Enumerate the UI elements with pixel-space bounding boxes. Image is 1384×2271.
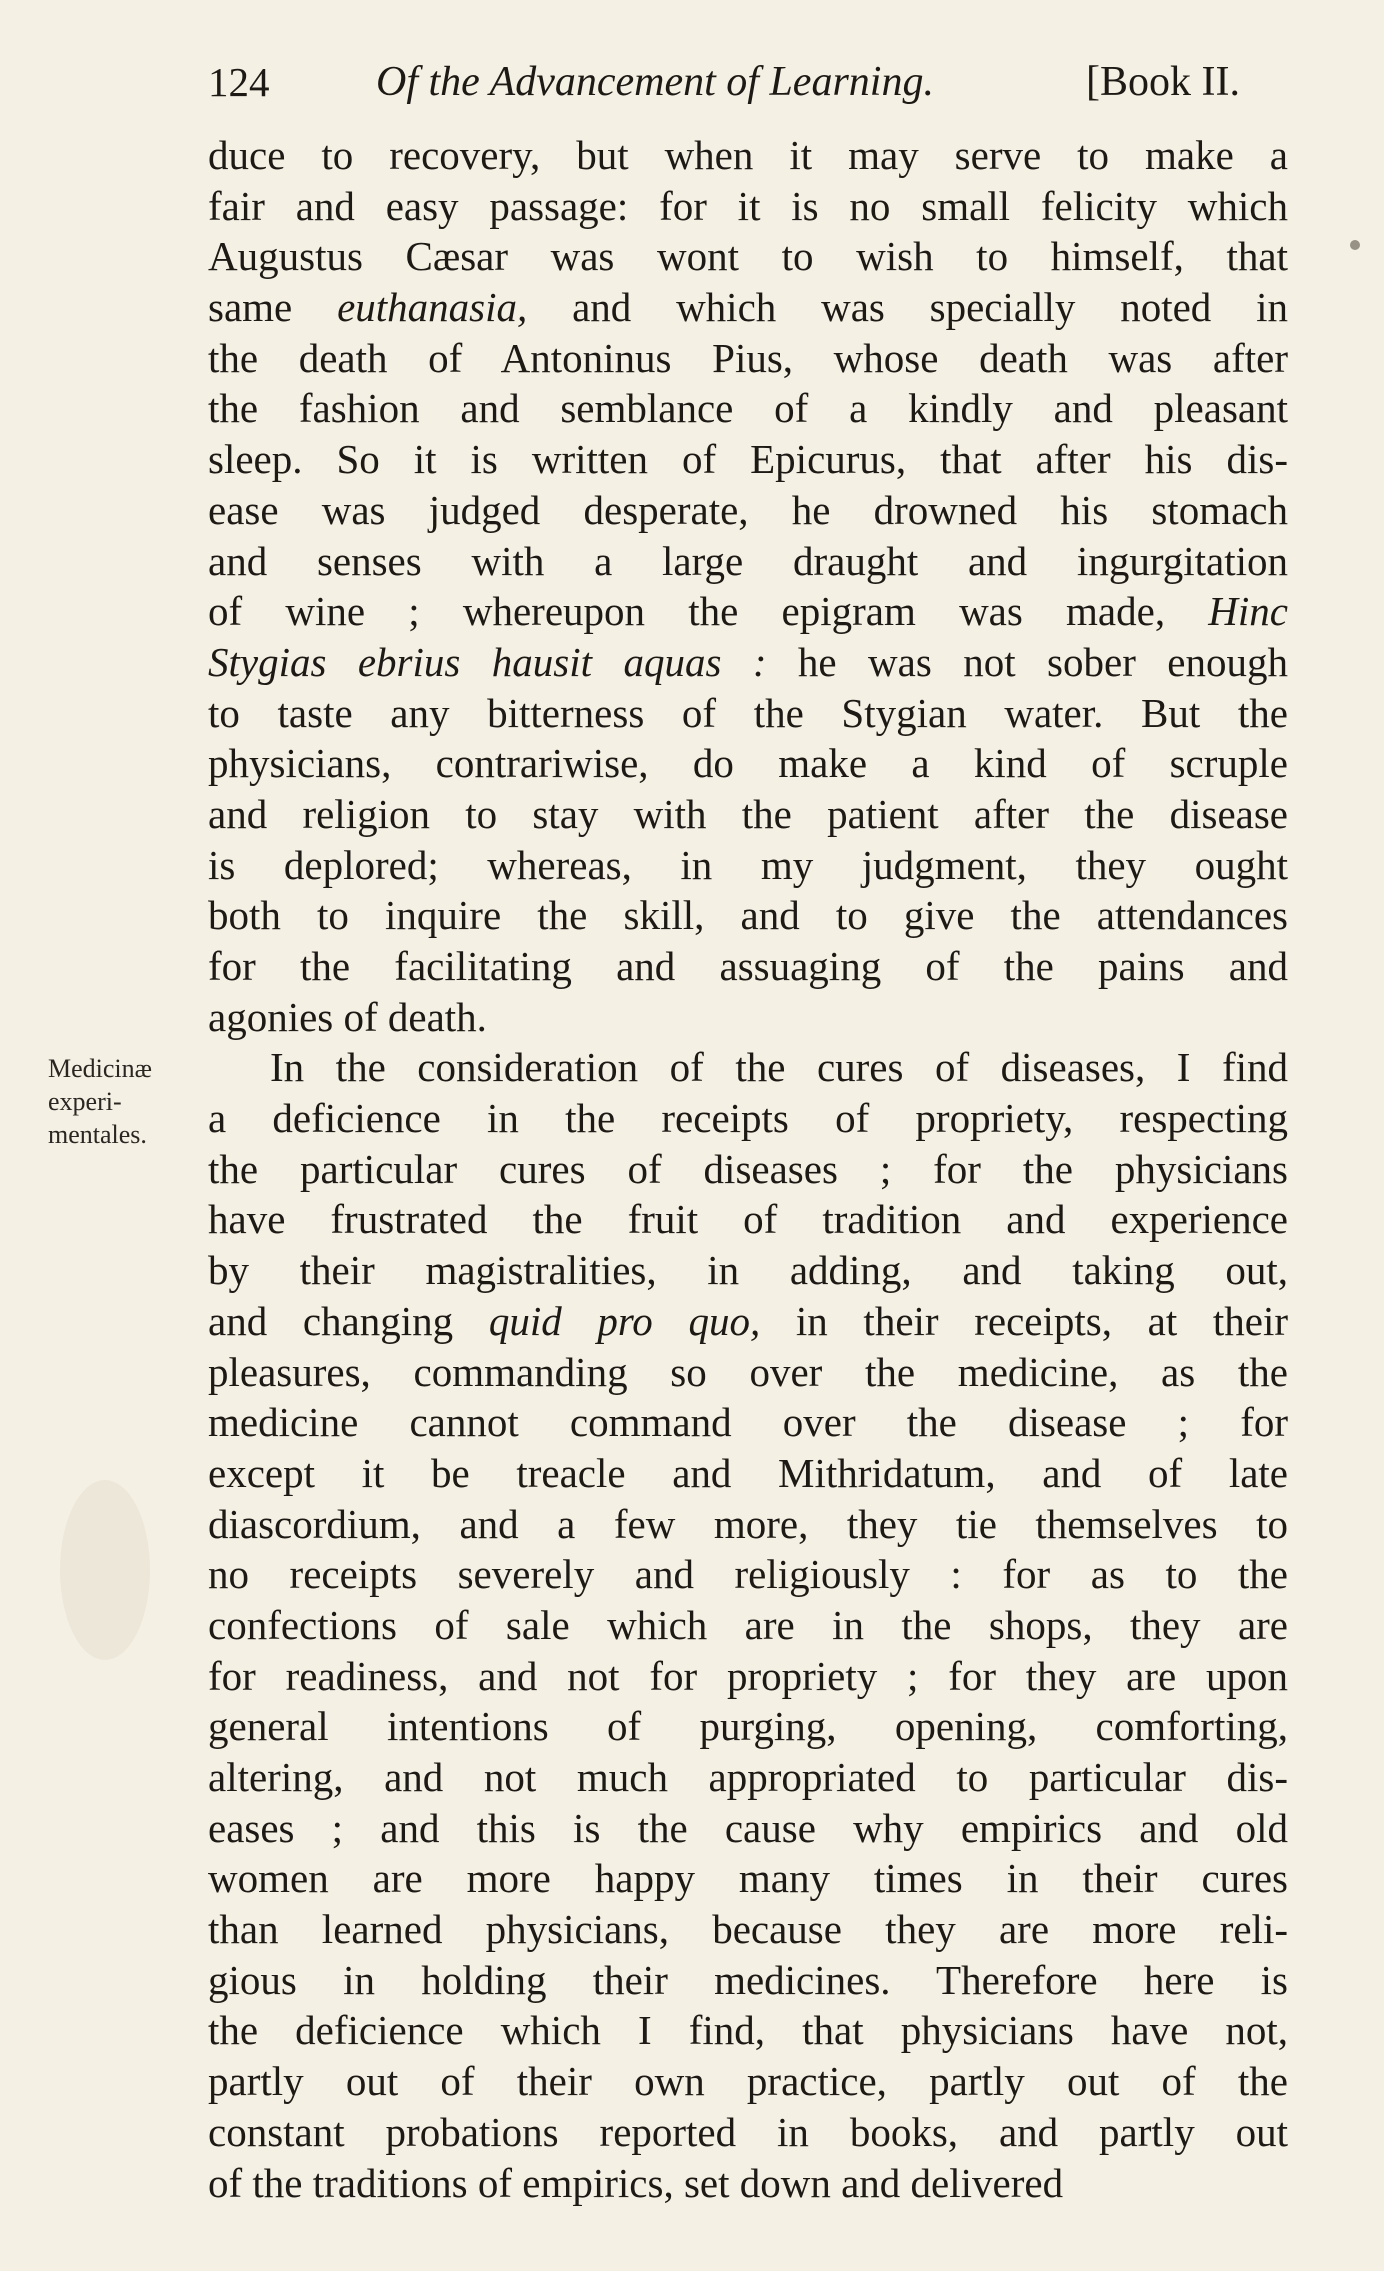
text-line — [208, 890, 1288, 941]
text-line — [208, 1701, 1288, 1752]
text-line — [208, 1904, 1288, 1955]
text-run: confections of sale which are in the shops, they are — [208, 1601, 1288, 1648]
text-line — [208, 1600, 1288, 1651]
text-run: a deficience in the receipts of propriety, respecting — [208, 1095, 1288, 1142]
text-line — [208, 231, 1288, 282]
text-run: Augustus Cæsar was wont to wish to himself, that — [208, 233, 1288, 280]
text-line — [208, 586, 1288, 637]
italic-phrase: Hinc — [1208, 588, 1288, 635]
text-run: the fashion and semblance of a kindly and pleasant — [208, 385, 1288, 432]
text-run: the deficience which I find, that physicians have not, — [208, 2007, 1288, 2054]
text-line — [208, 1955, 1288, 2006]
paper-stain — [60, 1480, 150, 1660]
text-line — [208, 1549, 1288, 1600]
text-run: ease was judged desperate, he drowned his stomach — [208, 486, 1288, 533]
text-run: general intentions of purging, opening, comforting, — [208, 1703, 1288, 1750]
text-run: partly out of their own practice, partly out of the — [208, 2058, 1288, 2105]
text-line — [208, 383, 1288, 434]
text-line — [208, 2005, 1288, 2056]
margin-note-line: Medicinæ — [48, 1054, 152, 1083]
text-line — [208, 181, 1288, 232]
text-run: women are more happy many times in their cures — [208, 1855, 1288, 1902]
text-line — [208, 282, 1288, 333]
text-run: the death of Antoninus Pius, whose death was after — [208, 334, 1288, 381]
text-run: and which was specially noted in — [527, 284, 1288, 331]
text-run: both to inquire the skill, and to give the attendances — [208, 892, 1288, 939]
text-line — [208, 333, 1288, 384]
text-line — [208, 1093, 1288, 1144]
text-run: duce to recovery, but when it may serve to make a — [208, 132, 1288, 178]
text-run: is deplored; whereas, in my judgment, they ought — [208, 841, 1288, 888]
text-line — [208, 992, 1288, 1043]
text-run: for the facilitating and assuaging of the pains and — [208, 943, 1288, 989]
text-run: physicians, contrariwise, do make a kind of scruple — [208, 740, 1288, 787]
text-run: medicine cannot command over the disease ; for — [208, 1399, 1288, 1446]
text-run: and changing — [208, 1297, 489, 1344]
text-run: pleasures, commanding so over the medicine, as the — [208, 1348, 1288, 1395]
paper-stain — [1350, 240, 1360, 250]
text-line — [208, 130, 1288, 181]
page-number: 124 — [208, 59, 270, 105]
text-run: except it be treacle and Mithridatum, and of late — [208, 1449, 1288, 1496]
text-run: for readiness, and not for propriety ; for they are upon — [208, 1652, 1288, 1699]
text-run: than learned physicians, because they are more reli- — [208, 1906, 1288, 1953]
text-line — [208, 1194, 1288, 1245]
text-run: eases ; and this is the cause why empirics and old — [208, 1804, 1288, 1851]
text-run: by their magistralities, in adding, and taking out, — [208, 1247, 1288, 1294]
text-line — [208, 941, 1288, 992]
text-run: diascordium, and a few more, they tie themselves to — [208, 1500, 1288, 1547]
italic-phrase: Stygias ebrius hausit aquas : — [208, 638, 767, 685]
text-run: and religion to stay with the patient after the disease — [208, 790, 1288, 837]
text-run: in their receipts, at their — [760, 1297, 1289, 1344]
text-run: agonies of death. — [208, 993, 487, 1040]
text-line — [208, 840, 1288, 891]
text-line — [208, 1651, 1288, 1702]
margin-note-line: experi- — [48, 1087, 122, 1116]
text-run: In the consideration of the cures of diseases, I find — [270, 1044, 1288, 1091]
text-line — [208, 738, 1288, 789]
text-line — [208, 2107, 1288, 2158]
text-run: gious in holding their medicines. Therefore here is — [208, 1956, 1288, 2003]
running-title: Of the Advancement of Learning. — [376, 59, 934, 105]
text-line — [208, 1296, 1288, 1347]
text-run: of the traditions of empirics, set down and delivered — [208, 2159, 1064, 2206]
text-line — [208, 1245, 1288, 1296]
text-line — [208, 1448, 1288, 1499]
text-run: altering, and not much appropriated to particular dis- — [208, 1754, 1288, 1800]
text-line — [208, 1853, 1288, 1904]
text-run: and senses with a large draught and ingurgitation — [208, 537, 1288, 584]
text-line — [208, 1499, 1288, 1550]
text-run: the particular cures of diseases ; for the physicians — [208, 1145, 1288, 1192]
text-run: constant probations reported in books, and partly out — [208, 2108, 1288, 2155]
text-run: no receipts severely and religiously : for as to the — [208, 1551, 1288, 1598]
running-head — [208, 52, 1288, 112]
text-line — [208, 637, 1288, 688]
text-line — [208, 485, 1288, 536]
text-line — [208, 434, 1288, 485]
text-line — [208, 1397, 1288, 1448]
text-run: have frustrated the fruit of tradition and experience — [208, 1196, 1288, 1243]
text-run: fair and easy passage: for it is no small felicity which — [208, 182, 1288, 229]
text-run: sleep. So it is written of Epicurus, that after his dis- — [208, 436, 1288, 483]
italic-phrase: euthanasia, — [337, 284, 528, 331]
text-run: same — [208, 284, 338, 331]
text-line — [208, 789, 1288, 840]
text-line — [208, 2158, 1288, 2209]
italic-phrase: quid pro quo, — [488, 1297, 761, 1344]
text-run: of wine ; whereupon the epigram was made, — [208, 588, 1209, 635]
text-line — [208, 1752, 1288, 1803]
text-line — [208, 1042, 1288, 1093]
text-line — [208, 2056, 1288, 2107]
text-line — [208, 688, 1288, 739]
book-reference: [Book II. — [1086, 59, 1240, 105]
text-line — [208, 1144, 1288, 1195]
text-line — [208, 536, 1288, 587]
text-run: to taste any bitterness of the Stygian water. But the — [208, 689, 1288, 736]
text-run: he was not sober enough — [766, 638, 1288, 685]
text-line — [208, 1803, 1288, 1854]
body-text — [208, 130, 1288, 2208]
margin-note — [48, 1052, 198, 1151]
text-line — [208, 1347, 1288, 1398]
margin-note-line: mentales. — [48, 1120, 147, 1149]
